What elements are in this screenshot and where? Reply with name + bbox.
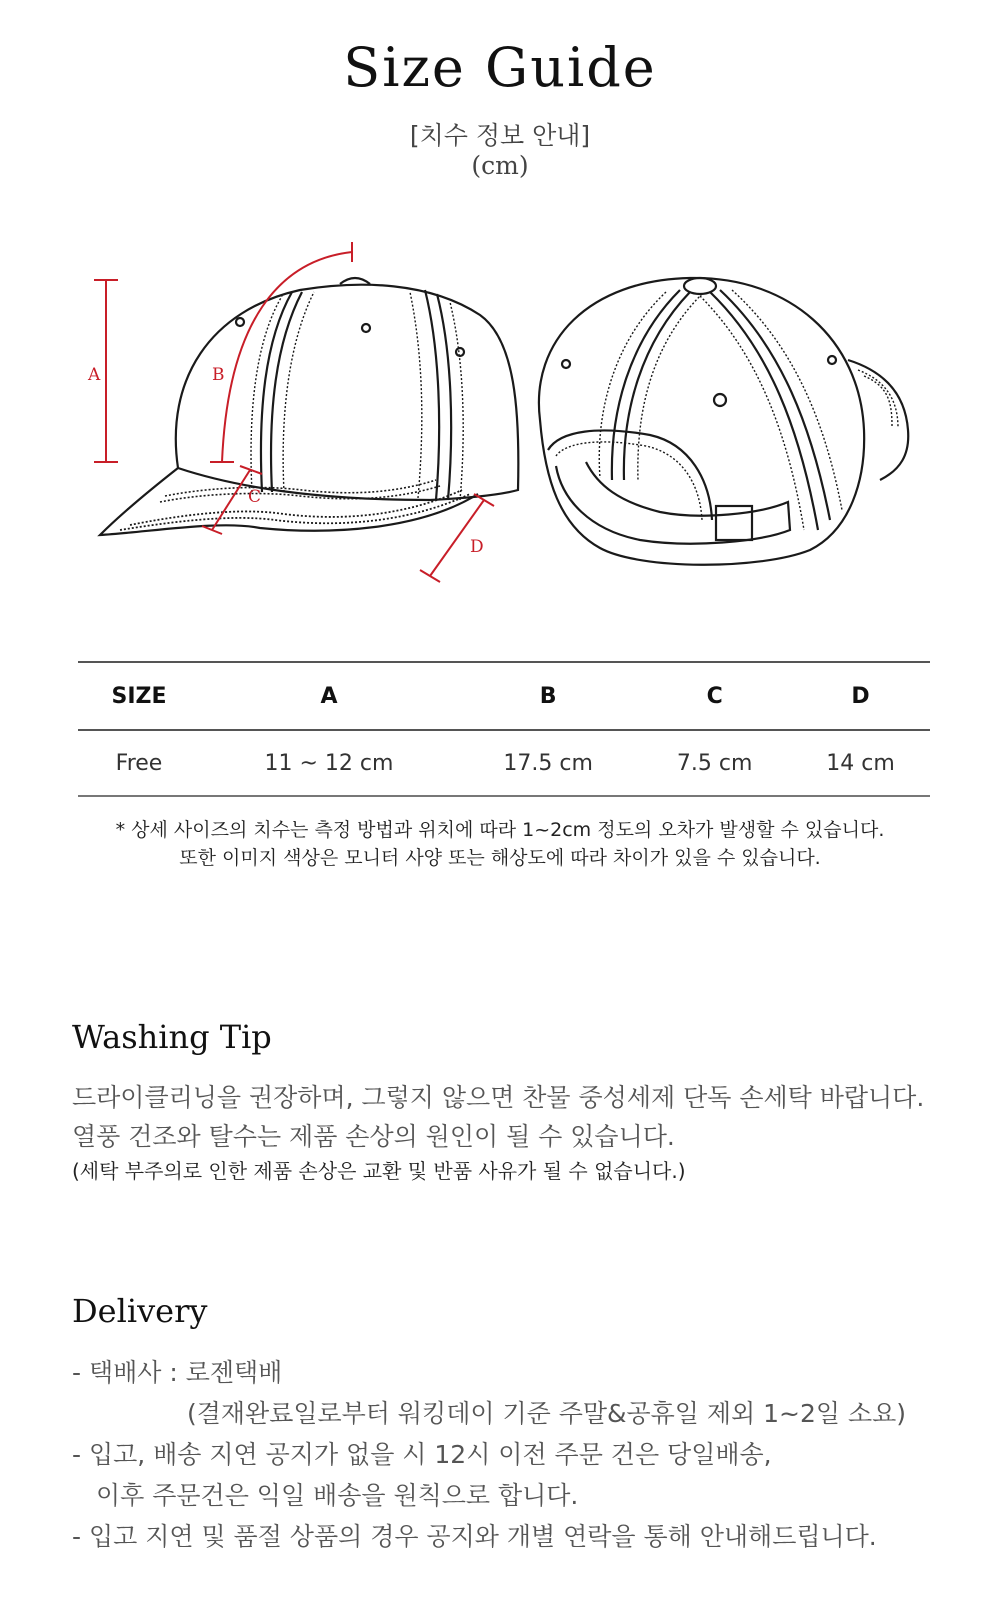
washing-line: 드라이클리닝을 권장하며, 그렇지 않으면 찬물 중성세제 단독 손세탁 바랍니다.	[72, 1083, 925, 1112]
page-subtitle: [치수 정보 안내]	[409, 121, 591, 150]
cell-b: 17.5 cm	[458, 730, 638, 796]
delivery-line: 이후 주문건은 익일 배송을 원칙으로 합니다.	[96, 1481, 579, 1510]
delivery-line: - 입고, 배송 지연 공지가 없을 시 12시 이전 주문 건은 당일배송,	[72, 1440, 772, 1469]
label-b: B	[212, 365, 225, 385]
washing-line: (세탁 부주의로 인한 제품 손상은 교환 및 반품 사유가 될 수 없습니다.)	[72, 1159, 686, 1183]
page-title: Size Guide	[343, 36, 657, 99]
note-line: * 상세 사이즈의 치수는 측정 방법과 위치에 따라 1~2cm 정도의 오차가 발생할 수 있습니다.	[115, 819, 885, 841]
washing-line: 열풍 건조와 탈수는 제품 손상의 원인이 될 수 있습니다.	[72, 1122, 675, 1151]
delivery-line: (결재완료일로부터 워킹데이 기준 주말&공휴일 제외 1~2일 소요)	[187, 1399, 907, 1428]
label-c: C	[248, 487, 262, 507]
cell-c: 7.5 cm	[638, 730, 791, 796]
delivery-line: - 택배사 : 로젠택배	[72, 1358, 283, 1387]
label-a: A	[88, 365, 101, 385]
delivery-text	[72, 1352, 906, 1557]
unit-label: (cm)	[471, 151, 529, 180]
header-d: D	[791, 662, 930, 730]
washing-text	[72, 1078, 924, 1186]
header-c: C	[638, 662, 791, 730]
note-line: 또한 이미지 색상은 모니터 사양 또는 해상도에 따라 차이가 있을 수 있습니다.	[179, 847, 821, 869]
size-notes	[0, 816, 1000, 872]
cell-size: Free	[78, 730, 200, 796]
cap-back-view	[539, 278, 908, 565]
header-a: A	[200, 662, 458, 730]
delivery-line: - 입고 지연 및 품절 상품의 경우 공지와 개별 연락을 통해 안내해드립니다.	[72, 1522, 877, 1551]
cap-measurement-diagram	[0, 230, 1000, 620]
size-table	[78, 661, 930, 797]
table-header-row	[78, 662, 930, 730]
delivery-title: Delivery	[72, 1292, 208, 1330]
header-size: SIZE	[78, 662, 200, 730]
table-row	[78, 730, 930, 796]
cap-side-view	[100, 278, 518, 535]
cell-d: 14 cm	[791, 730, 930, 796]
cell-a: 11 ~ 12 cm	[200, 730, 458, 796]
washing-title: Washing Tip	[72, 1018, 272, 1056]
label-d: D	[470, 537, 484, 557]
header-b: B	[458, 662, 638, 730]
